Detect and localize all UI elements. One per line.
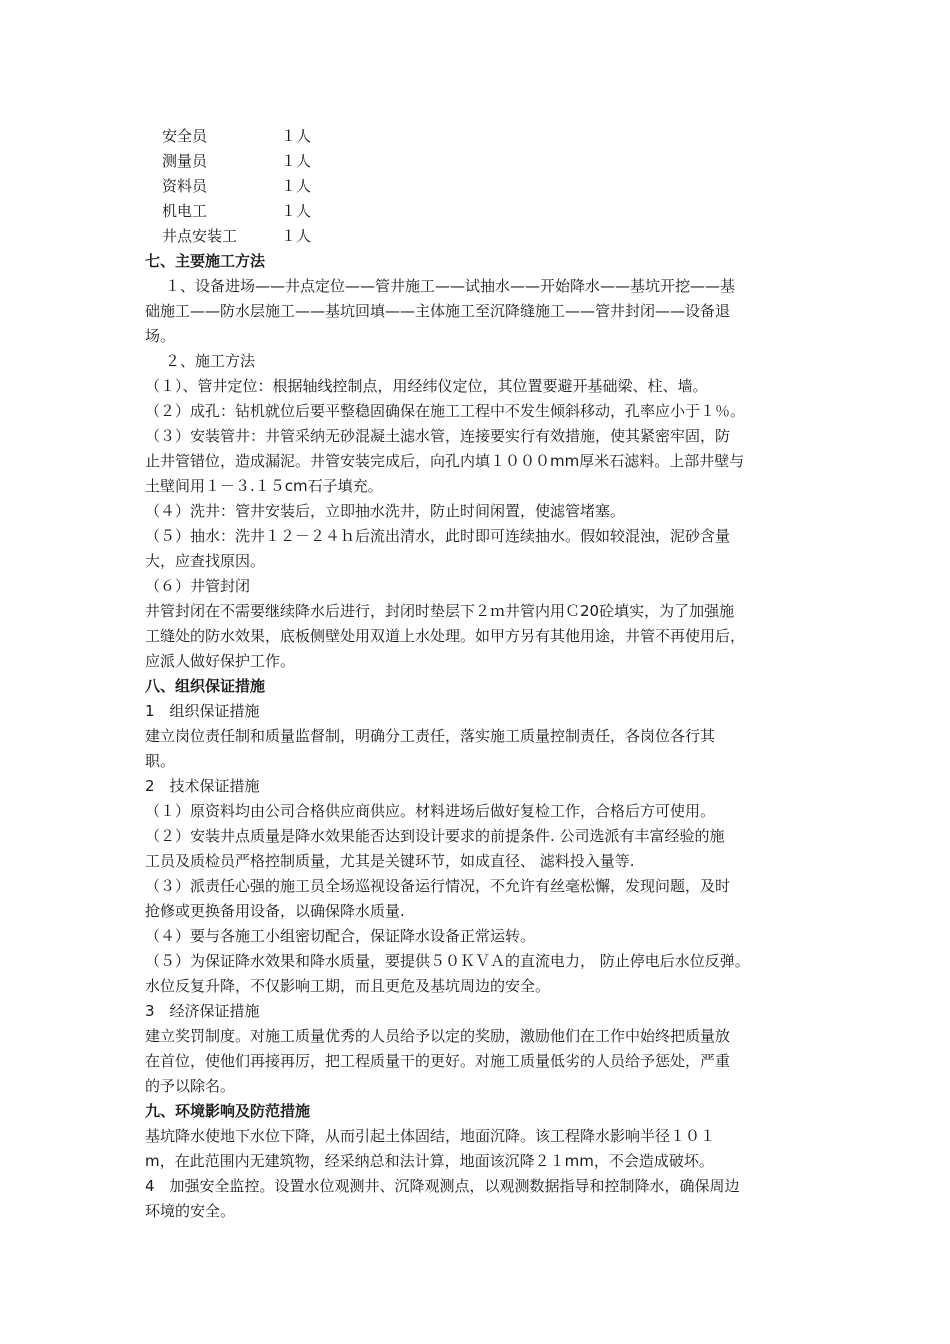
paragraph-line: （１）、管井定位：根据轴线控制点，用经纬仪定位，其位置要避开基础梁、柱、墙。 bbox=[145, 377, 708, 395]
paragraph-line: 在首位，使他们再接再厉，把工程质量干的更好。对施工质量低劣的人员给予惩处，严重 bbox=[145, 1052, 731, 1070]
paragraph-line: 工缝处的防水效果，底板侧壁处用双道上水处理。如甲方另有其他用途，井管不再使用后， bbox=[145, 627, 746, 645]
paragraph-line: 的予以除名。 bbox=[145, 1077, 236, 1095]
paragraph-line: 工员及质检员严格控制质量，尤其是关键环节，如成直径、 滤料投入量等. bbox=[145, 852, 635, 870]
paragraph-line: （４）洗井：管井安装后，立即抽水洗井，防止时间闲置，使滤管堵塞。 bbox=[145, 502, 626, 520]
paragraph-line: 大，应查找原因。 bbox=[145, 552, 266, 570]
paragraph-line: 1 组织保证措施 bbox=[145, 702, 260, 720]
paragraph-line: 建立岗位责任制和质量监督制，明确分工责任，落实施工质量控制责任，各岗位各行其 bbox=[145, 727, 716, 745]
paragraph-line: 止井管错位，造成漏泥。井管安装完成后，向孔内填１０００mm厚米石滤料。上部井壁与 bbox=[145, 452, 745, 470]
staff-role: 机电工 bbox=[162, 202, 208, 220]
section-heading: 九、环境影响及防范措施 bbox=[145, 1102, 311, 1120]
paragraph-line: （２）成孔：钻机就位后要平整稳固确保在施工工程中不发生倾斜移动，孔率应小于１％。 bbox=[145, 402, 746, 420]
paragraph-line: （３）安装管井：井管采纳无砂混凝土滤水管，连接要实行有效措施，使其紧密牢固，防 bbox=[145, 427, 731, 445]
paragraph-line: 职。 bbox=[145, 752, 176, 770]
staff-role: 测量员 bbox=[162, 152, 208, 170]
paragraph-line: 4 加强安全监控。设置水位观测井、沉降观测点，以观测数据指导和控制降水，确保周边 bbox=[145, 1177, 740, 1195]
paragraph-line: 3 经济保证措施 bbox=[145, 1002, 260, 1020]
paragraph-line: 抢修或更换备用设备，以确保降水质量. bbox=[145, 902, 405, 920]
staff-role: 安全员 bbox=[162, 127, 208, 145]
staff-count: １人 bbox=[281, 202, 312, 220]
section-heading: 七、主要施工方法 bbox=[145, 252, 266, 270]
paragraph-line: 水位反复升降，不仅影响工期，而且更危及基坑周边的安全。 bbox=[145, 977, 551, 995]
staff-count: １人 bbox=[281, 177, 312, 195]
paragraph-line: 2 技术保证措施 bbox=[145, 777, 260, 795]
paragraph-line: （６）井管封闭 bbox=[145, 577, 251, 595]
paragraph-line: 建立奖罚制度。对施工质量优秀的人员给予以定的奖励，激励他们在工作中始终把质量放 bbox=[145, 1027, 731, 1045]
staff-role: 资料员 bbox=[162, 177, 208, 195]
paragraph-line: （３）派责任心强的施工员全场巡视设备运行情况，不允许有丝毫松懈，发现问题，及时 bbox=[145, 877, 731, 895]
paragraph-line: 土壁间用１－３.１５cm石子填充。 bbox=[145, 477, 383, 495]
staff-count: １人 bbox=[281, 227, 312, 245]
paragraph-line: 环境的安全。 bbox=[145, 1202, 236, 1220]
staff-count: １人 bbox=[281, 152, 312, 170]
paragraph-line: １、设备进场——井点定位——管井施工——试抽水——开始降水——基坑开挖——基 bbox=[165, 277, 736, 295]
paragraph-line: 基坑降水使地下水位下降，从而引起土体固结，地面沉降。该工程降水影响半径１０１ bbox=[145, 1127, 716, 1145]
paragraph-line: 井管封闭在不需要继续降水后进行，封闭时垫层下２ｍ井管内用Ｃ20砼填实，为了加强施 bbox=[145, 602, 735, 620]
paragraph-line: （１）原资料均由公司合格供应商供应。材料进场后做好复检工作，合格后方可使用。 bbox=[145, 802, 716, 820]
paragraph-line: （２）安装井点质量是降水效果能否达到设计要求的前提条件. 公司选派有丰富经验的施 bbox=[145, 827, 725, 845]
paragraph-line: 场。 bbox=[145, 327, 176, 345]
paragraph-line: m，在此范围内无建筑物，经采纳总和法计算，地面该沉降２１mm，不会造成破坏。 bbox=[145, 1152, 714, 1170]
paragraph-line: （４）要与各施工小组密切配合，保证降水设备正常运转。 bbox=[145, 927, 536, 945]
paragraph-line: （５）抽水：洗井１２－２４ｈ后流出清水，此时即可连续抽水。假如较混浊，泥砂含量 bbox=[145, 527, 731, 545]
section-heading: 八、组织保证措施 bbox=[145, 677, 266, 695]
staff-role: 井点安装工 bbox=[162, 227, 238, 245]
staff-count: １人 bbox=[281, 127, 312, 145]
paragraph-line: ２、施工方法 bbox=[165, 352, 256, 370]
paragraph-line: 础施工——防水层施工——基坑回填——主体施工至沉降缝施工——管井封闭——设备退 bbox=[145, 302, 731, 320]
paragraph-line: （５）为保证降水效果和降水质量，要提供５０ＫＶＡ的直流电力， 防止停电后水位反弹。 bbox=[145, 952, 750, 970]
paragraph-line: 应派人做好保护工作。 bbox=[145, 652, 296, 670]
